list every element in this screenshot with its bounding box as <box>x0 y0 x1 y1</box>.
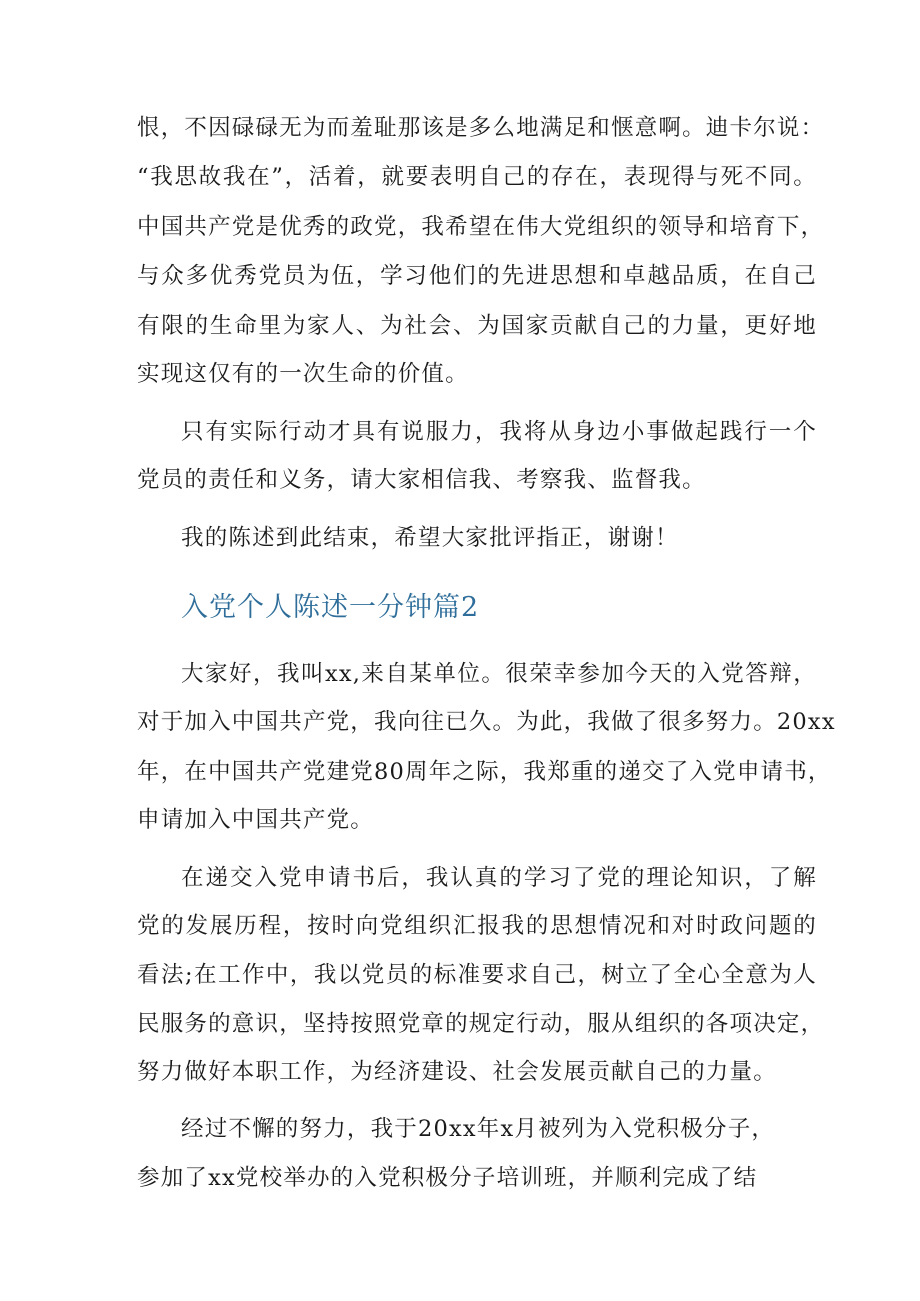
text-line: 大家好，我叫xx,来自某单位。很荣幸参加今天的入党答辩， <box>181 661 817 687</box>
text-line: 在递交入党申请书后，我认真的学习了党的理论知识，了解 <box>181 865 817 891</box>
text-line: 党员的责任和义务，请大家相信我、考察我、监督我。 <box>137 467 706 493</box>
text-line: 实现这仅有的一次生命的价值。 <box>137 361 469 387</box>
text-line: 恨，不因碌碌无为而羞耻那该是多么地满足和惬意啊。迪卡尔说： <box>137 115 825 141</box>
text-line: 我的陈述到此结束，希望大家批评指正，谢谢！ <box>181 525 679 551</box>
text-line: 有限的生命里为家人、为社会、为国家贡献自己的力量，更好地 <box>137 313 817 339</box>
text-line: 中国共产党是优秀的政党，我希望在伟大党组织的领导和培育下， <box>137 214 825 240</box>
text-line: 与众多优秀党员为伍，学习他们的先进思想和卓越品质，在自己 <box>137 263 817 289</box>
text-line: 经过不懈的努力，我于20xx年x月被列为入党积极分子， <box>181 1116 776 1142</box>
text-line: 年，在中国共产党建党80周年之际，我郑重的递交了入党申请书， <box>137 759 832 785</box>
text-line: 民服务的意识，坚持按照党章的规定行动，服从组织的各项决定， <box>137 1011 825 1037</box>
text-line: 只有实际行动才具有说服力，我将从身边小事做起践行一个 <box>181 419 817 445</box>
text-line: 申请加入中国共产党。 <box>137 807 375 833</box>
text-line: 努力做好本职工作，为经济建设、社会发展贡献自己的力量。 <box>137 1059 777 1085</box>
section-heading: 入党个人陈述一分钟篇2 <box>181 592 480 623</box>
text-line: 对于加入中国共产党，我向往已久。为此，我做了很多努力。20xx <box>137 709 836 735</box>
text-line: 党的发展历程，按时向党组织汇报我的思想情况和对时政问题的 <box>137 913 817 939</box>
text-line: 参加了xx党校举办的入党积极分子培训班，并顺利完成了结 <box>137 1165 758 1191</box>
text-line: “我思故我在”，活着，就要表明自己的存在，表现得与死不同。 <box>137 164 817 190</box>
text-line: 看法;在工作中，我以党员的标准要求自己，树立了全心全意为人 <box>137 962 817 988</box>
